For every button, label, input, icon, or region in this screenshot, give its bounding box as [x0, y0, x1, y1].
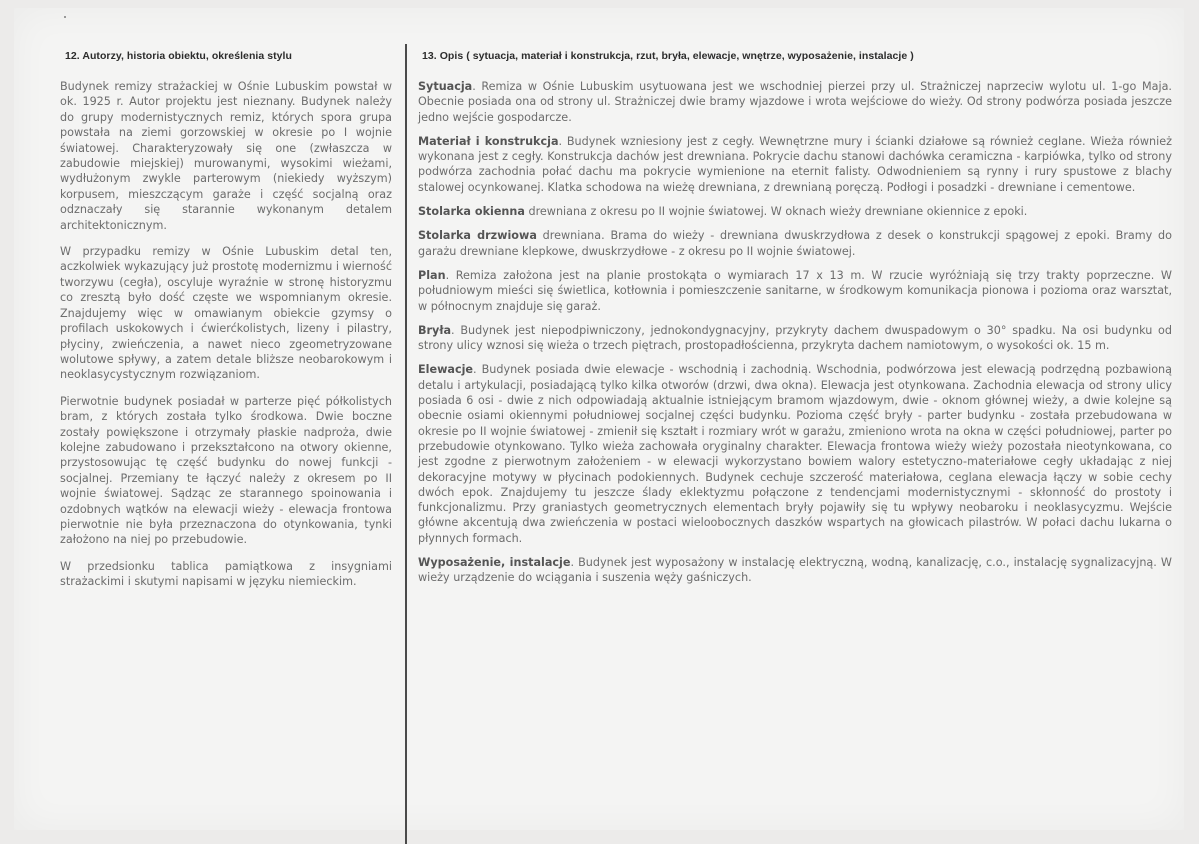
left-paragraph-1: Budynek remizy strażackiej w Ośnie Lubuskim powstał w ok. 1925 r. Autor projektu jest nieznany. Budynek należy do grupy modernistycznych remiz, których spora grupa powstała na ziemi gorzowskiej w okresie po I wojnie światowej. Charakteryzowały się one (zwłaszcza w zabudowie miejskiej) murowanymi, wysokimi wieżami, wydłużonym zwykle parterowym (niekiedy wyższym) korpusem, mieszczącym garaże i część socjalną oraz odznaczały się starannie wykonanym detalem architektonicznym.: [60, 80, 392, 232]
section-13-title: 13. Opis ( sytuacja, materiał i konstrukcja, rzut, bryła, elewacje, wnętrze, wyposażenie, instalacje ): [422, 50, 914, 62]
left-paragraph-2: W przypadku remizy w Ośnie Lubuskim detal ten, aczkolwiek wykazujący już prostotę modernizmu i wierność tworzywu (cegła), oscyluje wyraźnie w stronę historyzmu co zresztą było dość częste we wspomnianym okresie. Znajdujemy więc w omawianym obiekcie gzymsy o profilach uskokowych i ćwierćkolistych, lizeny i pilastry, płyciny, zwieńczenia, a nawet nieco zgeometryzowane wolutowe spływy, a zatem detale bliższe neobarokowym i neoklasycystycznym rozwiązaniom.: [60, 245, 392, 382]
section-material: [418, 134, 1172, 195]
column-divider: [405, 44, 407, 844]
right-column: [418, 50, 1172, 595]
section-bryla: [418, 323, 1172, 354]
section-text: . Budynek posiada dwie elewacje - wschodnią i zachodnią. Wschodnia, podwórzowa jest elewacją podrzędną pozbawioną detalu i artykulacji, posiadającą tylko kilka otworów (drzwi, dwa okna). Elewacja jest otynkowana. Zachodnia elewacja od strony ulicy posiada 6 osi - dwie z nich odpowiadają aktualnie istniejącym bramom wjazdowym, dwie - oknom głównej wieży, a dwie kolejne są obecnie osiami okiennymi południowej socjalnej części budynku. Pozioma część bryły - parter budynku - została przebudowana w okresie po II wojnie światowej - zmienił się kształt i rozmiary wrót w garażu, zmieniono wrota na okna w części południowej, parter po przebudowie otynkowano. Tylko wieża zachowała oryginalny charakter. Elewacja frontowa wieży wieży pozostała nieotynkowana, co jest zgodne z pierwotnym założeniem - w elewacji wykorzystano bowiem walory estetyczno-materiałowe cegły układając z niej dekoracyjne motywy w płycinach podokiennych. Budynek cechuje szczerość materiałowa, ceglana elewacja łączy w sobie cechy dwóch epok. Znajdujemy tu jeszcze ślady eklektyzmu połączone z tendencjami modernistycznymi - skłonność do prostoty i funkcjonalizmu. Przy graniastych geometrycznych elementach bryły pojawiły się tu wpływy neobaroku i neoklasycyzmu. Wejście główne akcentują dwa zwieńczenia w postaci wieloobocznych daszków wspartych na głowicach pilastrów. W połaci dachu lukarna o płynnych formach.: [418, 363, 1172, 545]
section-plan: [418, 268, 1172, 314]
left-paragraph-4: W przedsionku tablica pamiątkowa z insygniami strażackimi i skutymi napisami w języku niemieckim.: [60, 559, 392, 589]
section-sytuacja: [418, 79, 1172, 125]
section-text: drewniana z okresu po II wojnie światowej. W oknach wieży drewniane okiennice z epoki.: [524, 205, 1028, 219]
section-text: . Budynek jest niepodpiwniczony, jednokondygnacyjny, przykryty dachem dwuspadowym o 30° spadku. Na osi budynku od strony ulicy wznosi się wieża o trzech piętrach, prostopadłościenna, przykryta dachem namiotowym, o wysokości ok. 15 m.: [418, 323, 1172, 353]
left-paragraph-3: Pierwotnie budynek posiadał w parterze pięć półkolistych bram, z których została tylko środkowa. Dwie boczne zostały powiększone i otrzymały płaskie nadproża, dwie kolejne zabudowano i przekształcono na otwory okienne, przystosowując tę część budynku do nowej funkcji - socjalnej. Przemiany te łączyć należy z okresem po II wojnie światowej. Sądząc ze starannego spoinowania i ozdobnych wątków na elewacji wieży - elewacja frontowa pierwotnie nie była przeznaczona do otynkowania, tynki założono na niej po przebudowie.: [60, 394, 392, 547]
section-lead: Stolarka okienna: [418, 205, 525, 219]
section-12-title: 12. Autorzy, historia obiektu, określenia stylu: [65, 50, 292, 62]
scan-mark: [64, 16, 66, 18]
section-text: . Remiza w Ośnie Lubuskim usytuowana jest we wschodniej pierzei przy ul. Strażniczej naprzeciw wylotu ul. 1-go Maja. Obecnie posiada ona od strony ul. Strażniczej dwie bramy wjazdowe i wrota wejściowe do wieży. Od strony podwórza posiada jeszcze jedno wejście gospodarcze.: [418, 80, 1172, 124]
section-text: . Budynek wzniesiony jest z cegły. Wewnętrzne mury i ścianki działowe są również ceglane. Wieża również wykonana jest z cegły. Konstrukcja dachów jest drewniana. Pokrycie dachu stanowi dachówka ceramiczna - karpiówka, tylko od strony podwórza zachodnia połać dachu ma pokrycie wymienione na eternit falisty. Odwodnieniem są rynny i rury spustowe z blachy stalowej ocynkowanej. Klatka schodowa na wieżę drewniana, z drewnianą poręczą. Podłogi i posadzki - drewniane i cementowe.: [418, 134, 1172, 194]
section-lead: Stolarka drzwiowa: [418, 229, 537, 243]
section-wyposazenie: [418, 555, 1172, 586]
document-page: [14, 8, 1184, 830]
section-lead: Plan: [418, 268, 446, 282]
section-elewacje: [418, 362, 1172, 546]
section-lead: Materiał i konstrukcja: [418, 134, 559, 148]
section-text: . Remiza założona jest na planie prostokąta o wymiarach 17 x 13 m. W rzucie wyróżniają się trzy trakty poprzeczne. W południowym mieści się świetlica, kotłownia i pomieszczenie sanitarne, w środkowym komunikacja pionowa i pozioma oraz warsztat, w północnym znajduje się garaż.: [418, 268, 1172, 313]
left-column: [60, 50, 392, 601]
section-text: drewniana. Brama do wieży - drewniana dwuskrzydłowa z desek o konstrukcji spągowej z epoki. Bramy do garażu drewniane klepkowe, dwuskrzydłowe - z okresu po II wojnie światowej.: [418, 229, 1173, 258]
section-stolarka-okienna: [418, 204, 1172, 219]
section-lead: Wyposażenie, instalacje: [418, 556, 571, 570]
section-lead: Sytuacja: [418, 80, 473, 93]
section-stolarka-drzwiowa: [418, 228, 1172, 259]
section-lead: Bryła: [418, 323, 452, 337]
section-text: . Budynek jest wyposażony w instalację elektryczną, wodną, kanalizację, c.o., instalację sygnalizacyjną. W wieży urządzenie do wciągania i suszenia węży gaśniczych.: [418, 556, 1172, 585]
section-lead: Elewacje: [418, 363, 474, 377]
